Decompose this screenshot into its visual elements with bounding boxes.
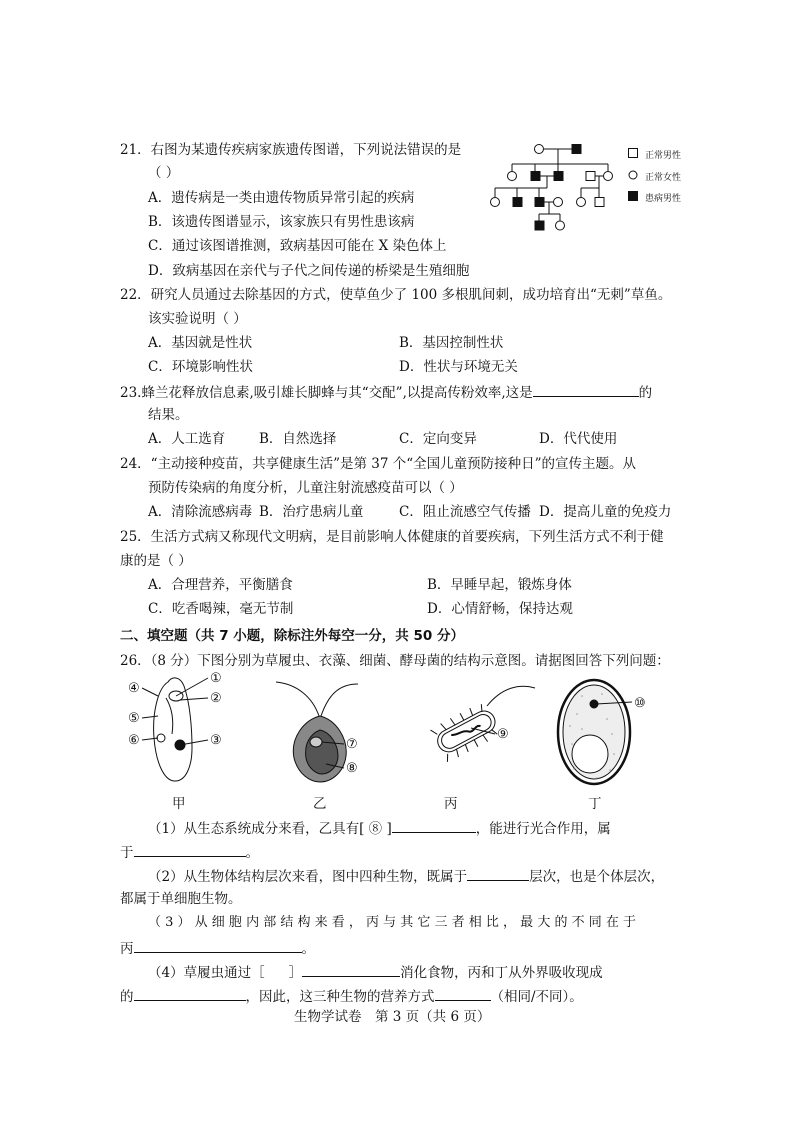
svg-text:⑦: ⑦ bbox=[346, 737, 358, 752]
q26-sub4-text-c: 消化食物，丙和丁从外界吸收现成 bbox=[400, 965, 603, 981]
q26-sub1-line1 bbox=[148, 818, 611, 838]
q26-sub1-text-d: 。 bbox=[245, 845, 259, 861]
q22-option-d: D．性状与环境无关 bbox=[399, 359, 518, 375]
q24-option-a: A．清除流感病毒 bbox=[148, 504, 253, 520]
legend-normal-female-icon bbox=[628, 170, 638, 180]
q26-sub2-text-a: （2）从生物体结构层次来看，图中四种生物，既属于 bbox=[148, 869, 468, 885]
q26-sub4-text-d: 的 bbox=[120, 989, 134, 1005]
q23-answer-blank[interactable] bbox=[533, 382, 639, 397]
q21-stem: 21．右图为某遗传疾病家族遗传图谱，下列说法错误的是 bbox=[120, 142, 462, 158]
q26-sub4-blank1[interactable] bbox=[302, 962, 400, 977]
q26-sub4-text-e: ，因此，这三种生物的营养方式 bbox=[245, 989, 435, 1005]
pedigree-diagram bbox=[488, 142, 628, 234]
q25-option-d: D．心情舒畅，保持达观 bbox=[427, 601, 573, 617]
legend-normal-male: 正常男性 bbox=[645, 151, 682, 161]
q25-option-b: B．早睡早起，锻炼身体 bbox=[427, 577, 572, 593]
q26-sub3-line1: （ 3 ） 从 细 胞 内 部 结 构 来 看 ， 丙 与 其 它 三 者 相 比 ， 最 大 的 不 同 在 于 bbox=[148, 915, 636, 930]
q26-sub1-blank2[interactable] bbox=[134, 842, 246, 857]
q26-sub4-text-a: （4）草履虫通过［ bbox=[148, 965, 265, 981]
q26-sub3-blank[interactable] bbox=[134, 938, 302, 953]
svg-text:⑤: ⑤ bbox=[128, 711, 140, 726]
q23-stem2: 结果。 bbox=[148, 407, 189, 423]
q24-option-c: C．阻止流感空气传播 bbox=[399, 504, 531, 520]
q26-sub1-text-c: 于 bbox=[120, 845, 134, 861]
q22-option-a: A．基因就是性状 bbox=[148, 335, 253, 351]
q26-sub1-blank1[interactable] bbox=[392, 818, 476, 833]
q24-stem: 24．“主动接种疫苗，共享健康生活”是第 37 个“全国儿童预防接种日”的宣传主题。从 bbox=[120, 456, 637, 472]
q22-stem2: 该实验说明（ ） bbox=[148, 311, 247, 327]
fig-label-bing: 丙 bbox=[444, 796, 458, 812]
q23-stem-line bbox=[120, 382, 652, 402]
q26-sub1-text-a: （1）从生态系统成分来看，乙具有[ ⑧ ] bbox=[148, 821, 392, 837]
q26-sub4-text-f: （相同/不同）。 bbox=[490, 989, 583, 1005]
bacterium-figure bbox=[425, 676, 545, 776]
q23-option-d: D．代代使用 bbox=[539, 431, 618, 447]
q21-paren: （ ） bbox=[148, 165, 180, 181]
svg-text:③: ③ bbox=[210, 733, 222, 748]
q26-sub2-line2: 都属于单细胞生物。 bbox=[120, 891, 242, 907]
q24-option-d: D．提高儿童的免疫力 bbox=[539, 504, 672, 520]
q23-option-c: C．定向变异 bbox=[399, 431, 477, 447]
svg-text:⑨: ⑨ bbox=[497, 727, 509, 742]
legend-normal-male-icon bbox=[628, 148, 638, 158]
legend-affected-male: 患病男性 bbox=[645, 194, 682, 204]
fig-label-ding: 丁 bbox=[588, 796, 602, 812]
q26-sub1-line2 bbox=[120, 842, 259, 862]
q26-sub2-text-b: 层次，也是个体层次， bbox=[529, 869, 665, 885]
q23-option-a: A．人工选育 bbox=[148, 431, 226, 447]
q26-sub3-line2 bbox=[120, 938, 315, 958]
fig-label-yi: 乙 bbox=[313, 796, 327, 812]
fig-label-jia: 甲 bbox=[172, 796, 186, 812]
q22-option-c: C．环境影响性状 bbox=[148, 359, 253, 375]
q21-option-b: B．该遗传图谱显示，该家族只有男性患该病 bbox=[148, 214, 415, 230]
q26-sub2-blank[interactable] bbox=[467, 866, 529, 881]
q26-sub4-blank2[interactable] bbox=[134, 986, 246, 1001]
q26-sub4-line1 bbox=[148, 962, 603, 982]
section-heading: 二、填空题（共 7 小题，除标注外每空一分，共 50 分） bbox=[120, 628, 464, 644]
q23-stem: 23.蜂兰花释放信息素,吸引雄长脚蜂与其“交配”,以提高传粉效率,这是 bbox=[120, 385, 533, 401]
q24-stem2: 预防传染病的角度分析，儿童注射流感疫苗可以（ ） bbox=[148, 480, 463, 496]
yeast-figure bbox=[552, 674, 682, 790]
q21-option-d: D．致病基因在亲代与子代之间传递的桥梁是生殖细胞 bbox=[148, 263, 470, 279]
q25-stem: 25．生活方式病又称现代文明病，是目前影响人体健康的首要疾病，下列生活方式不利于健 bbox=[120, 529, 664, 545]
legend-normal-female: 正常女性 bbox=[645, 173, 682, 183]
q21-option-a: A．遗传病是一类由遗传物质异常引起的疾病 bbox=[148, 190, 415, 206]
q26-sub4-blank3[interactable] bbox=[435, 986, 491, 1001]
q23-stem-end: 的 bbox=[638, 385, 653, 401]
svg-text:⑧: ⑧ bbox=[346, 761, 358, 776]
q26-sub3-text-b: 丙 bbox=[120, 941, 134, 957]
q26-stem: 26．（8 分）下图分别为草履虫、衣藻、细菌、酵母菌的结构示意图。请据图回答下列问题： bbox=[120, 653, 670, 669]
q25-option-a: A．合理营养，平衡膳食 bbox=[148, 577, 293, 593]
q25-stem2: 康的是（ ） bbox=[120, 553, 192, 569]
legend-affected-male-icon bbox=[628, 191, 638, 201]
q26-sub2-line1 bbox=[148, 866, 664, 886]
svg-text:⑩: ⑩ bbox=[634, 696, 646, 711]
q26-sub4-line2 bbox=[120, 986, 583, 1006]
paramecium-figure bbox=[128, 668, 238, 788]
svg-text:①: ① bbox=[210, 671, 222, 686]
q26-sub1-text-b: ，能进行光合作用，属 bbox=[475, 821, 611, 837]
q24-option-b: B．治疗患病儿童 bbox=[259, 504, 364, 520]
q22-stem: 22．研究人员通过去除基因的方式，使草鱼少了 100 多根肌间刺，成功培育出“无刺”草鱼。 bbox=[120, 287, 672, 303]
q23-option-b: B．自然选择 bbox=[259, 431, 337, 447]
svg-text:④: ④ bbox=[128, 681, 140, 696]
q26-sub3-text-c: 。 bbox=[301, 941, 315, 957]
q22-option-b: B．基因控制性状 bbox=[399, 335, 504, 351]
svg-text:②: ② bbox=[210, 691, 222, 706]
chlamydomonas-figure bbox=[266, 676, 366, 788]
q25-option-c: C．吃香喝辣，毫无节制 bbox=[148, 601, 294, 617]
svg-text:⑥: ⑥ bbox=[128, 733, 140, 748]
q21-option-c: C．通过该图谱推测，致病基因可能在 X 染色体上 bbox=[148, 238, 447, 254]
page-footer: 生物学试卷 第 3 页（共 6 页） bbox=[294, 1009, 491, 1025]
q26-sub4-text-b: ］ bbox=[288, 965, 303, 981]
